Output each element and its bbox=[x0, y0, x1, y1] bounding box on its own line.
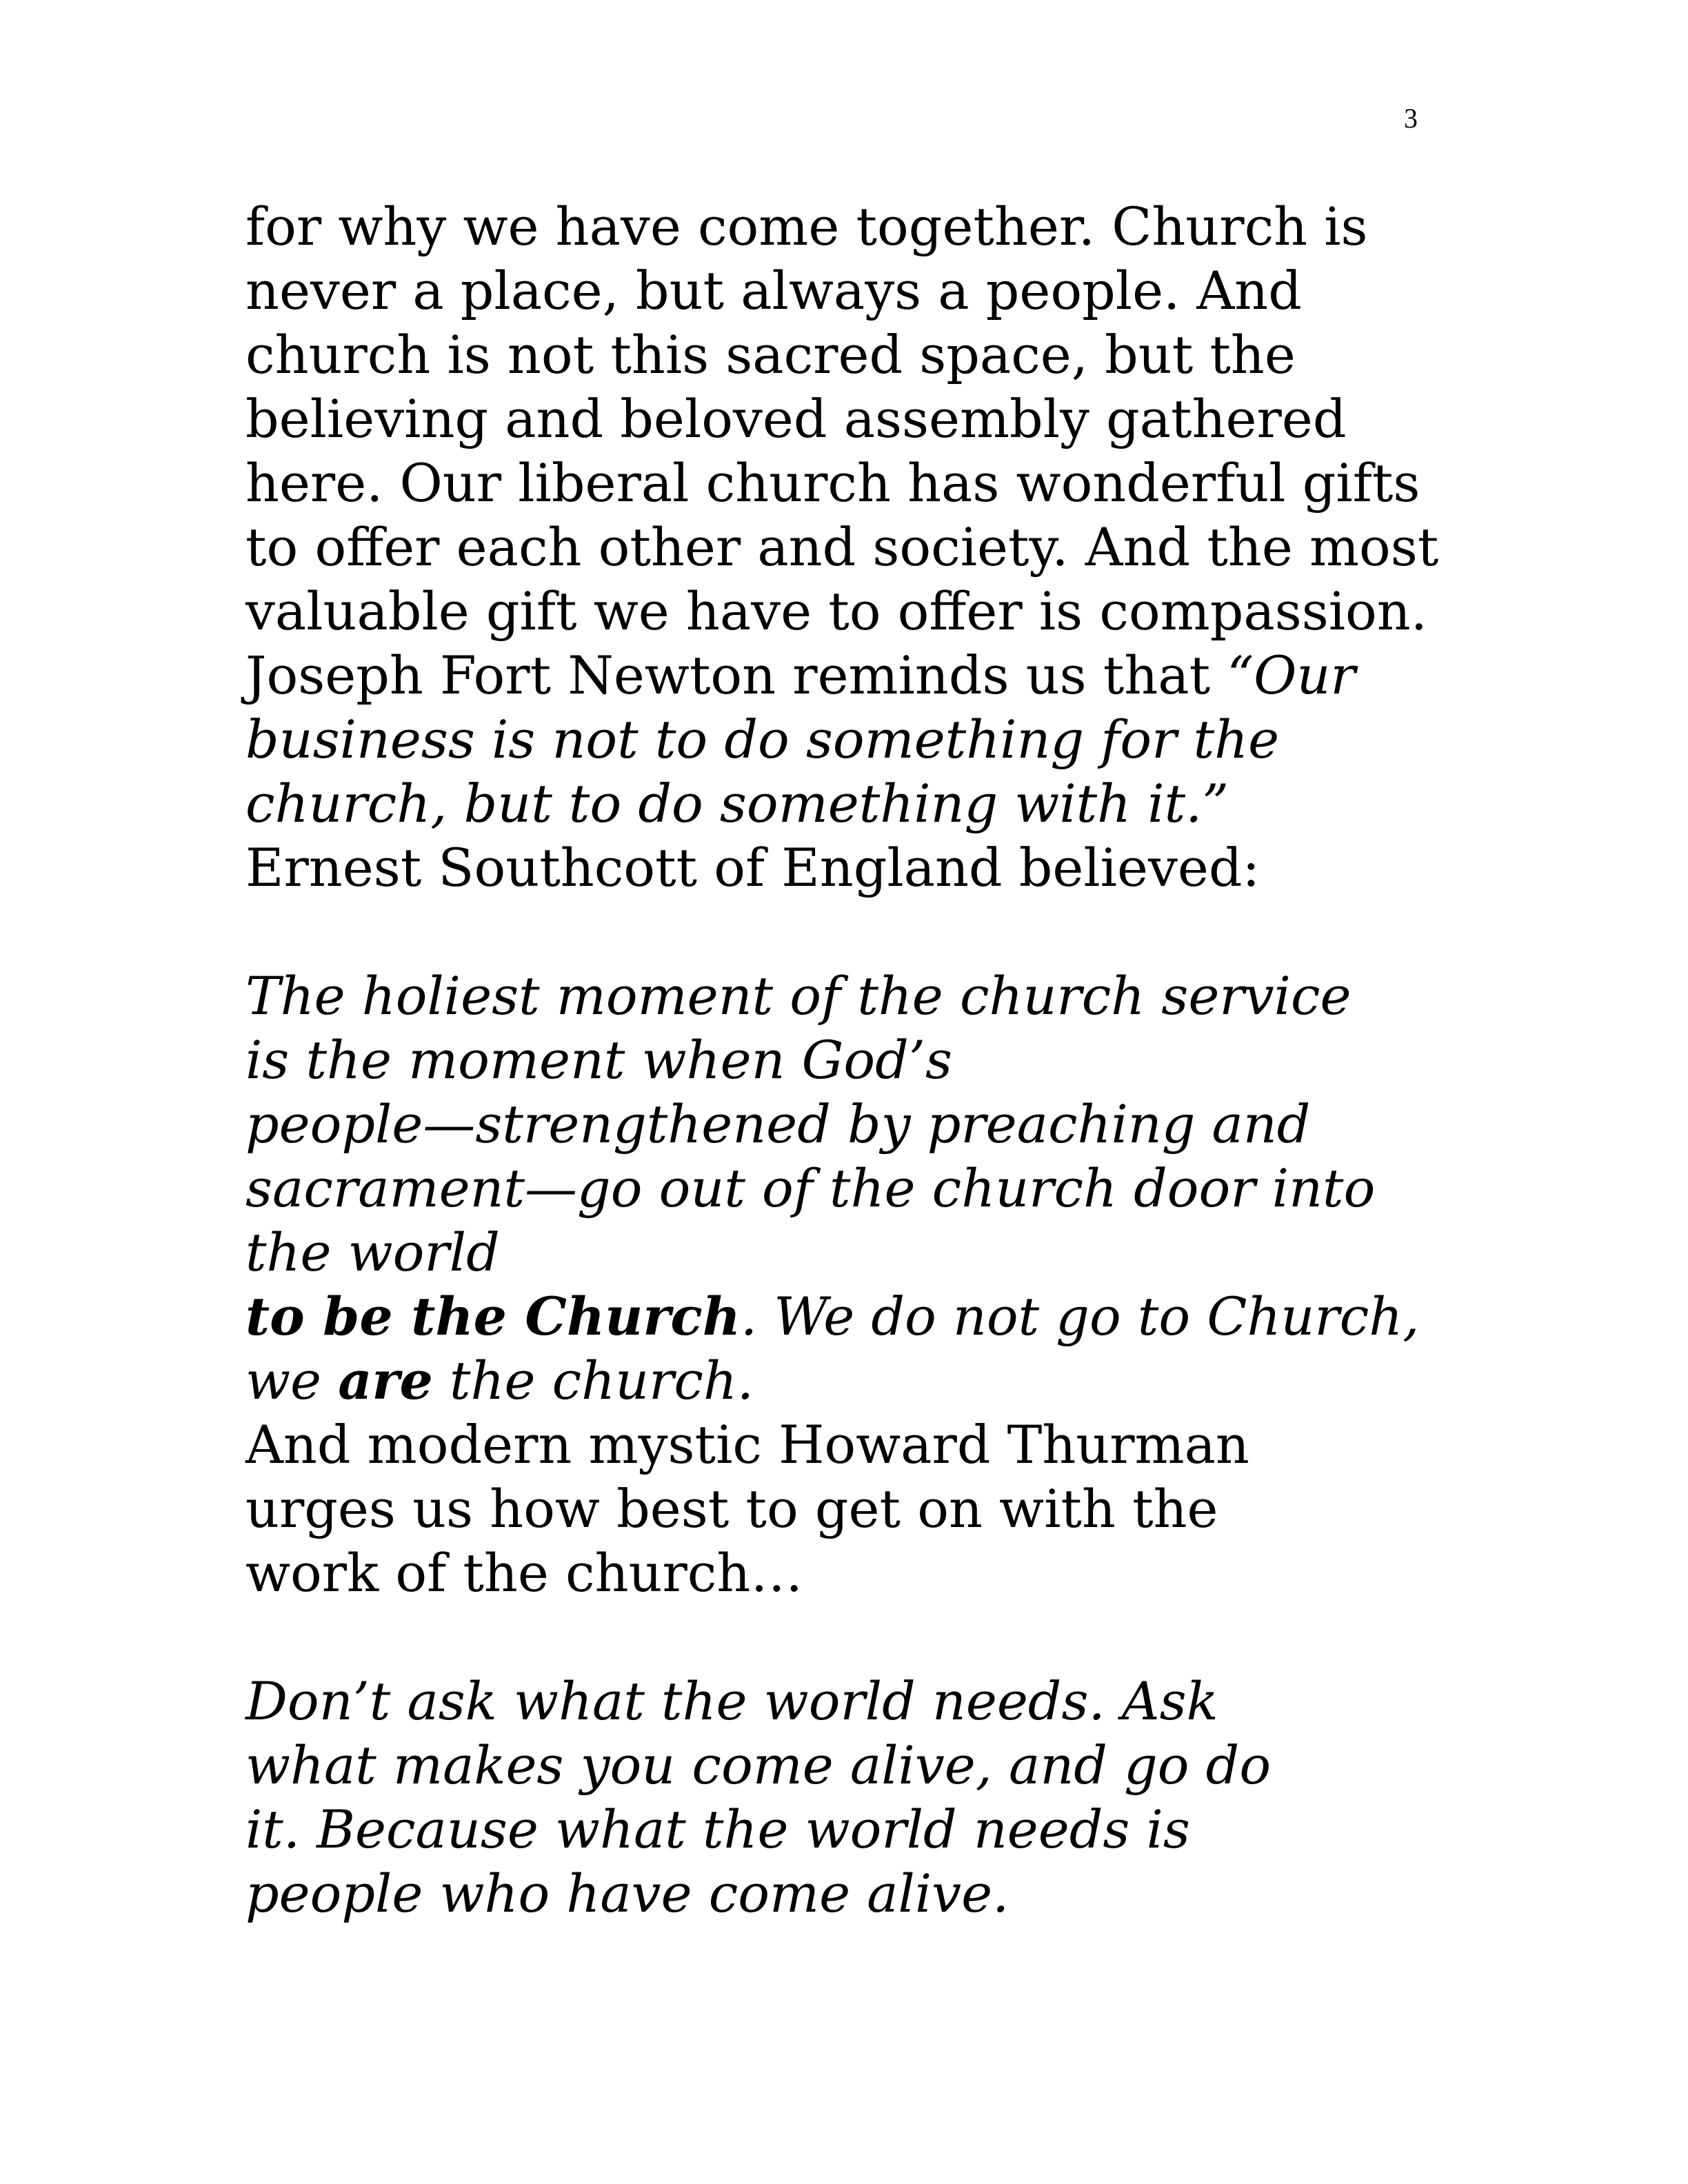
quote-line: is the moment when God’s bbox=[245, 1029, 952, 1091]
quote-line bbox=[245, 1348, 1666, 1413]
page-number: 3 bbox=[1404, 103, 1418, 134]
quote-start: “Our bbox=[1227, 645, 1356, 706]
quote-text: . We do not go to Church, bbox=[740, 1286, 1420, 1347]
quote-line: what makes you come alive, and go do bbox=[245, 1735, 1272, 1796]
emphasis-text: to be the Church bbox=[245, 1286, 741, 1347]
text-line: believing and beloved assembly gathered bbox=[245, 388, 1347, 449]
emphasis-text: are bbox=[338, 1350, 433, 1411]
text-line: And modern mystic Howard Thurman bbox=[245, 1414, 1249, 1475]
blank-line bbox=[245, 900, 1666, 964]
quote-text: we bbox=[245, 1350, 339, 1411]
body-text bbox=[245, 194, 1666, 1925]
quote-line: The holiest moment of the church service bbox=[245, 965, 1352, 1027]
text-line: for why we have come together. Church is bbox=[245, 196, 1368, 257]
quote-line: church, but to do something with it.” bbox=[245, 773, 1229, 834]
quote-line: people—strengthened by preaching and bbox=[245, 1093, 1311, 1155]
quote-line bbox=[245, 1284, 1666, 1348]
text-line: never a place, but always a people. And bbox=[245, 260, 1302, 321]
quote-line: people who have come alive. bbox=[245, 1863, 1009, 1924]
text-line: here. Our liberal church has wonderful gifts bbox=[245, 452, 1420, 514]
text-line: to offer each other and society. And the most bbox=[245, 516, 1439, 578]
quote-line: sacrament—go out of the church door into bbox=[245, 1157, 1376, 1219]
quote-line: the world bbox=[245, 1222, 500, 1283]
text-line: work of the church… bbox=[245, 1542, 803, 1604]
text-plain: Joseph Fort Newton reminds us that bbox=[245, 645, 1227, 706]
text-line: valuable gift we have to offer is compassion. bbox=[245, 580, 1427, 642]
quote-text: the church. bbox=[432, 1350, 754, 1411]
text-line: urges us how best to get on with the bbox=[245, 1478, 1218, 1539]
text-line bbox=[245, 643, 1666, 707]
text-line: church is not this sacred space, but the bbox=[245, 324, 1296, 385]
quote-line: Don’t ask what the world needs. Ask bbox=[245, 1670, 1218, 1732]
blank-line bbox=[245, 1605, 1666, 1669]
quote-line: business is not to do something for the bbox=[245, 709, 1280, 770]
text-line: Ernest Southcott of England believed: bbox=[245, 837, 1260, 898]
quote-line: it. Because what the world needs is bbox=[245, 1799, 1190, 1860]
